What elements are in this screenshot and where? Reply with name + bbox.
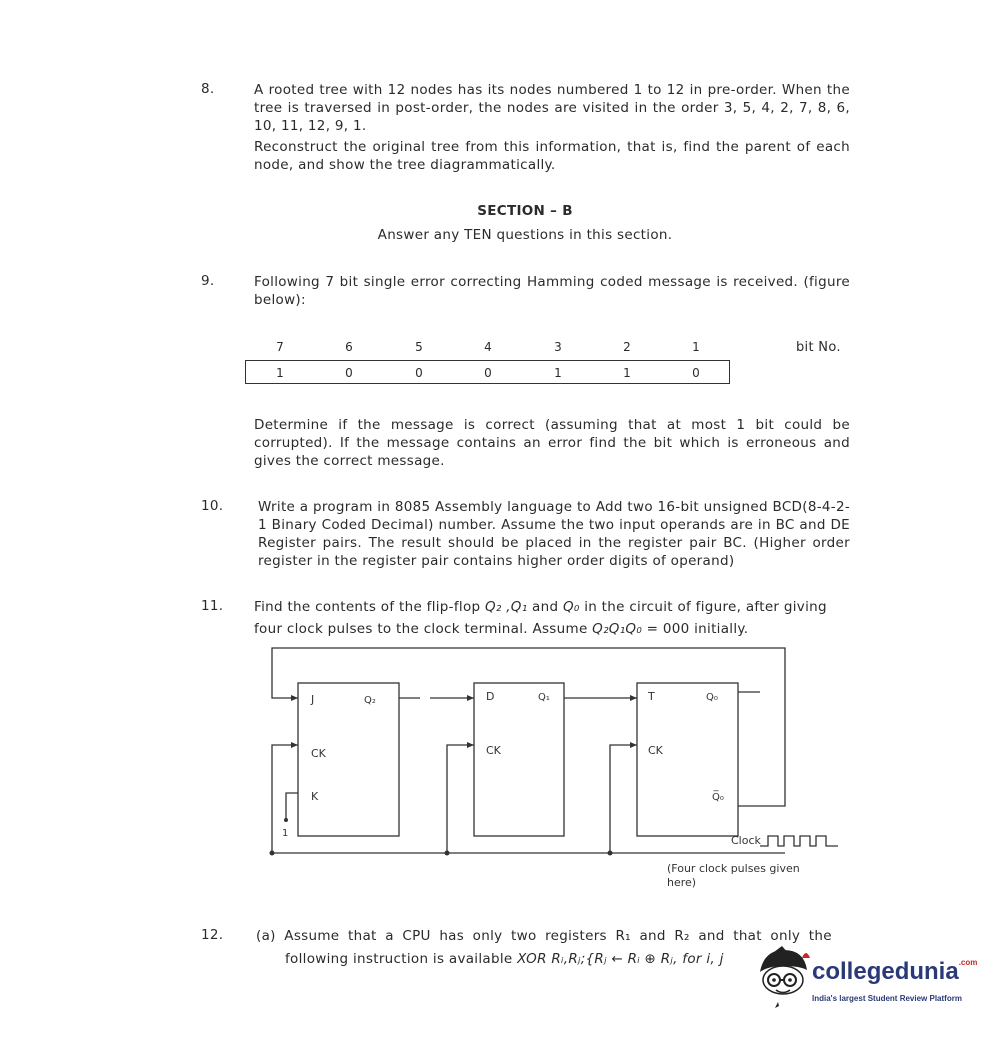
- q11-text-b: in the circuit of figure, after giving: [584, 599, 827, 615]
- logic-one-label: 1: [282, 828, 289, 839]
- t-ff-q0-label: Q₀: [706, 692, 718, 703]
- brand-tagline: India's largest Student Review Platform: [812, 994, 962, 1003]
- q9-text: Following 7 bit single error correcting Hamming coded message is received. (figure below):: [254, 274, 850, 308]
- q9-text-2: Determine if the message is correct (assuming that at most 1 bit could be corrupted). If the message contains an error find the bit which is erroneous and gives the correct message.: [254, 417, 850, 469]
- bit-value: 0: [415, 366, 423, 380]
- q11-symbol-q2q1: Q₂ ,Q₁: [484, 599, 528, 615]
- q11-text-and: and: [532, 599, 559, 615]
- q11-symbol-q0: Q₀: [562, 599, 580, 615]
- jk-ff-ck-label: CK: [311, 747, 326, 760]
- q11-text-d: = 000 initially.: [646, 621, 749, 637]
- jk-ff-j-label: J: [311, 693, 315, 706]
- bit-number: 1: [692, 340, 700, 354]
- brand-name: collegedunia: [812, 958, 959, 985]
- q11-symbol-q2q1q0: Q₂Q₁Q₀: [592, 621, 643, 637]
- bit-value: 1: [276, 366, 284, 380]
- clock-note-line-2: here): [667, 876, 697, 889]
- collegedunia-mascot-icon: [752, 944, 812, 1014]
- bit-number: 5: [415, 340, 423, 354]
- t-ff-ck-label: CK: [648, 744, 663, 757]
- bit-number: 7: [276, 340, 284, 354]
- bit-value: 0: [692, 366, 700, 380]
- t-flip-flop-box: [637, 683, 738, 836]
- q8-number: 8.: [201, 81, 215, 97]
- jk-ff-k-label: K: [311, 790, 319, 803]
- collegedunia-logo: [812, 958, 977, 986]
- q12-text: (a) Assume that a CPU has only two registers R₁ and R₂ and that only the: [256, 928, 832, 944]
- bit-number: 2: [623, 340, 631, 354]
- d-ff-ck-label: CK: [486, 744, 501, 757]
- bit-number-label: bit No.: [796, 340, 841, 355]
- d-flip-flop-box: [474, 683, 564, 836]
- q12-line-2: [285, 950, 805, 968]
- clock-label: Clock: [731, 834, 761, 847]
- q8-paragraph-1: A rooted tree with 12 nodes has its nodes numbered 1 to 12 in pre-order. When the tree is traversed in post-order, the nodes are visited in the order 3, 5, 4, 2, 7, 8, 6, 10, 11, 12, 9, 1.: [254, 82, 850, 134]
- clock-note-line-1: (Four clock pulses given: [667, 862, 800, 875]
- q11-number: 11.: [201, 598, 224, 614]
- bit-value: 0: [345, 366, 353, 380]
- bit-value: 1: [623, 366, 631, 380]
- t-ff-q0-bar-label: Q̅₀: [712, 792, 724, 803]
- q11-text-a: Find the contents of the flip-flop: [254, 599, 481, 615]
- d-ff-q1-label: Q₁: [538, 692, 550, 703]
- q12-text-2: following instruction is available: [285, 951, 513, 967]
- q10-text: Write a program in 8085 Assembly language to Add two 16-bit unsigned BCD(8-4-2-1 Binary Coded Decimal) number. Assume the two input operands are in BC and DE Register pairs. The result should be placed in the register pair BC. (Higher order register in the register pair contains higher order digits of operand): [258, 499, 850, 569]
- q11-text-c: four clock pulses to the clock terminal. Assume: [254, 621, 588, 637]
- q8-paragraph-2: Reconstruct the original tree from this information, that is, find the parent of each node, and show the tree diagrammatically.: [254, 139, 850, 173]
- brand-com: .com: [958, 958, 978, 967]
- bit-number: 6: [345, 340, 353, 354]
- q10-number: 10.: [201, 498, 224, 514]
- q12-instruction: XOR Rᵢ,Rⱼ;{Rⱼ ← Rᵢ ⊕ Rⱼ, for i, j: [517, 951, 724, 967]
- t-ff-t-label: T: [648, 690, 655, 703]
- bit-value: 0: [484, 366, 492, 380]
- bit-value: 1: [554, 366, 562, 380]
- q9-number: 9.: [201, 273, 215, 289]
- section-title: SECTION – B: [477, 203, 573, 219]
- bit-number: 3: [554, 340, 562, 354]
- bit-number: 4: [484, 340, 492, 354]
- section-instruction: Answer any TEN questions in this section.: [377, 227, 673, 243]
- jk-ff-q2-label: Q₂: [364, 695, 376, 706]
- q12-number: 12.: [201, 927, 224, 943]
- d-ff-d-label: D: [486, 690, 495, 703]
